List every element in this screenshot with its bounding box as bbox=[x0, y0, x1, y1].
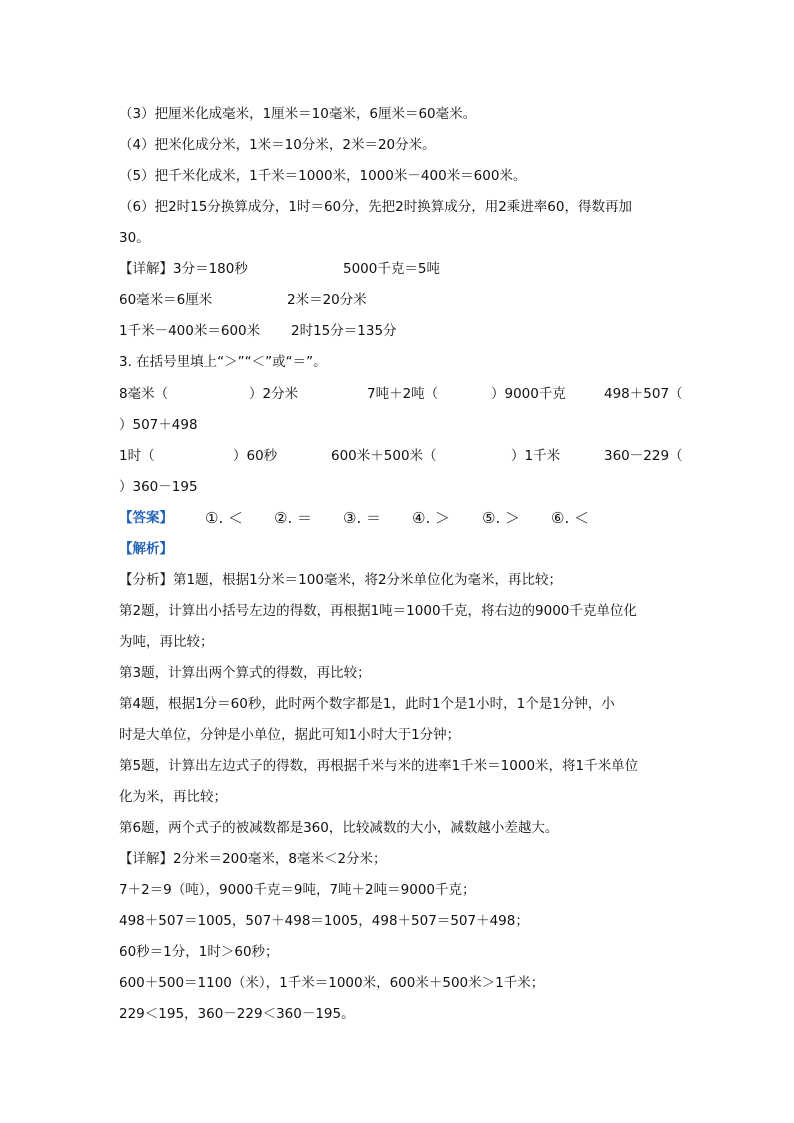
detail1-row-1 bbox=[119, 259, 679, 279]
answer-item-4: ④. ＞ bbox=[412, 509, 450, 527]
detail2-line: 498＋507＝1005，507＋498＝1005，498＋507＝507＋498； bbox=[119, 913, 529, 929]
analysis-tag: 【解析】 bbox=[119, 541, 173, 557]
answer-item-2: ②. ＝ bbox=[274, 509, 312, 527]
question-row-1-cont: ）507＋498 bbox=[119, 417, 198, 433]
question-title: 3. 在括号里填上“＞”“＜”或“＝”。 bbox=[119, 354, 327, 370]
intro-line-4: （4）把米化成分米，1米＝10分米，2米＝20分米。 bbox=[119, 137, 436, 153]
answer-item-3: ③. ＝ bbox=[343, 509, 381, 527]
detail2-line: 600＋500＝1100（米），1千米＝1000米，600米＋500米＞1千米； bbox=[119, 975, 545, 991]
detail1-cell: 2时15分＝135分 bbox=[291, 323, 397, 339]
answer-item-1: ①. ＜ bbox=[205, 509, 243, 527]
detail2-line: 60秒＝1分，1时＞60秒； bbox=[119, 944, 279, 960]
blank-4-right: ）60秒 bbox=[233, 448, 278, 464]
blank-4-left: 1时（ bbox=[119, 448, 155, 464]
detail2-line: 229＜195，360－229＜360－195。 bbox=[119, 1006, 355, 1022]
answer-row bbox=[119, 508, 679, 528]
analysis-line: 第2题，计算出小括号左边的得数，再根据1吨＝1000千克，将右边的9000千克单位化 bbox=[119, 603, 637, 619]
detail2-line: 7＋2＝9（吨），9000千克＝9吨，7吨＋2吨＝9000千克； bbox=[119, 882, 476, 898]
analysis-line: 第3题，计算出两个算式的得数，再比较； bbox=[119, 665, 371, 681]
detail1-cell: 3分＝180秒 bbox=[173, 261, 248, 277]
blank-5-left: 600米＋500米（ bbox=[331, 448, 437, 464]
detail1-cell: 60毫米＝6厘米 bbox=[119, 292, 213, 308]
detail1-row-2 bbox=[119, 290, 679, 310]
answer-tag: 【答案】 bbox=[119, 510, 173, 526]
analysis-line: 化为米，再比较； bbox=[119, 789, 227, 805]
detail1-cell: 5000千克＝5吨 bbox=[343, 261, 440, 277]
intro-line-3: （3）把厘米化成毫米，1厘米＝10毫米，6厘米＝60毫米。 bbox=[119, 106, 477, 122]
analysis-line: 第6题，两个式子的被减数都是360，比较减数的大小，减数越小差越大。 bbox=[119, 820, 559, 836]
analysis-line: 第5题，计算出左边式子的得数，再根据千米与米的进率1千米＝1000米，将1千米单位 bbox=[119, 758, 639, 774]
answer-item-6: ⑥. ＜ bbox=[551, 509, 589, 527]
blank-3-left: 498＋507（ bbox=[604, 386, 683, 402]
answer-item-5: ⑤. ＞ bbox=[482, 509, 520, 527]
detail2-line: 【详解】2分米＝200毫米，8毫米＜2分米； bbox=[119, 851, 387, 867]
question-row-2-cont: ）360－195 bbox=[119, 479, 198, 495]
detail1-row-3 bbox=[119, 321, 679, 341]
blank-6-left: 360－229（ bbox=[604, 448, 683, 464]
intro-line-5: （5）把千米化成米，1千米＝1000米，1000米－400米＝600米。 bbox=[119, 168, 527, 184]
detail1-cell: 1千米－400米＝600米 bbox=[119, 323, 261, 339]
detail1-cell: 2米＝20分米 bbox=[287, 292, 367, 308]
detail1-tag: 【详解】 bbox=[119, 261, 173, 277]
analysis-line: 为吨，再比较； bbox=[119, 634, 214, 650]
blank-5-right: ）1千米 bbox=[511, 448, 561, 464]
intro-line-6: （6）把2时15分换算成分，1时＝60分，先把2时换算成分，用2乘进率60，得数再加 bbox=[119, 199, 632, 215]
intro-line-6-cont: 30。 bbox=[119, 230, 150, 246]
blank-1-right: ）2分米 bbox=[249, 386, 299, 402]
analysis-line: 时是大单位，分钟是小单位，据此可知1小时大于1分钟； bbox=[119, 727, 461, 743]
analysis-line: 第4题，根据1分＝60秒，此时两个数字都是1，此时1个是1小时，1个是1分钟，小 bbox=[119, 696, 615, 712]
blank-2-left: 7吨＋2吨（ bbox=[367, 386, 439, 402]
analysis-line: 【分析】第1题，根据1分米＝100毫米，将2分米单位化为毫米，再比较； bbox=[119, 572, 563, 588]
blank-2-right: ）9000千克 bbox=[491, 386, 566, 402]
blank-1-left: 8毫米（ bbox=[119, 386, 169, 402]
